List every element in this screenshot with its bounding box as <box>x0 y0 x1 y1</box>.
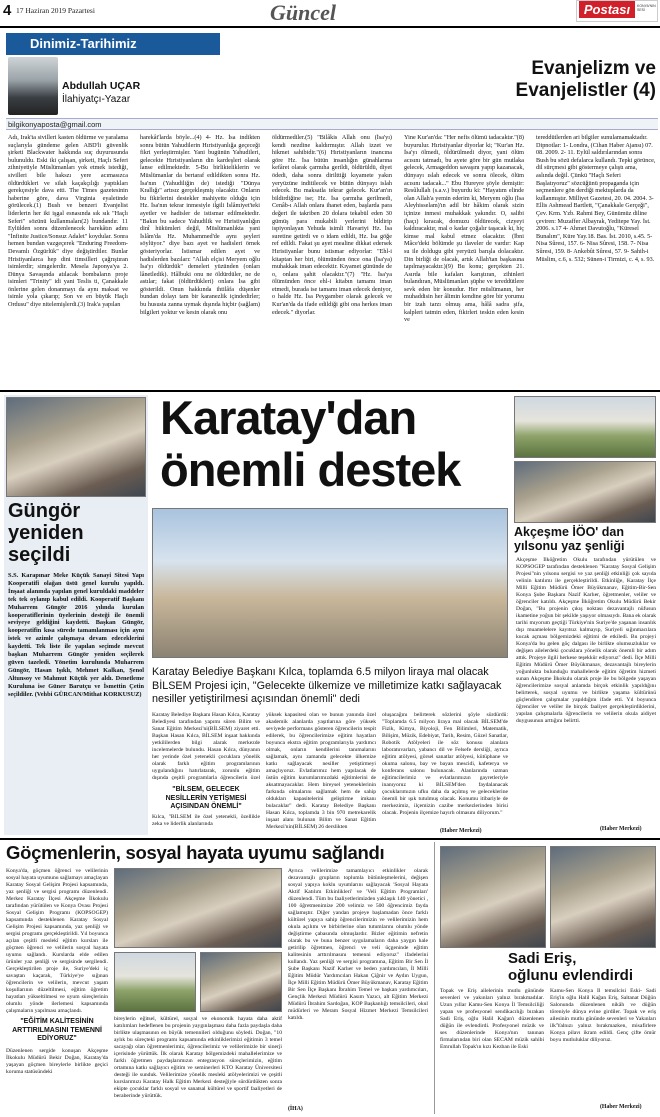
gocmen-text-1b: Düzenlenen sergide konuşan Akçeşme İlkokulu Müdürü Bekir Doğan, Karatay'da yaşayan göçmen bireylerle birlikte geçici koruma statüsündeki <box>6 1048 108 1075</box>
karatay-text-1b: Kılca, "BİLSEM ile özel yetenekli, özellikle zeka ve liderlik alanlarında <box>152 814 260 827</box>
akcesme-text: Akçeşme İlköğretim Okulu tarafından yürütülen ve KOPSOGEP tarafından desteklenen "Karatay Sosyal Gelişim Projesi"nin yılsonu sergisi ve yaz şenliği etkinliği çok sayıda velinin katılımı ile gerçekleştirildi. Etkinliğe, Karatay İlçe Milli Eğitim Müdürü Ömer Büyükmanav, Eğitim-Bir-Sen Konya Şube Başkanı Nazif Karlıer, öğretmenler, veliler ve öğrenciler katıldı. Akçeşme İlköğretim Okulu Müdürü Bekir Doğan, "Bu projenin çıkış noktası dezavantajlı nüfusun ikametine yoğun bir şekilde yaşıyor olmasıydı. Bana ek olarak tarihi mıyorum geçtiği Türkiye'nin Suriye'de yaşanan insanlık dışı muamelelere kayıtsız kalmayıp, Suriyeli sığınmacılara kucak açması bölgemizdeki eğitimi de etkiledi. Bu projeyi Konya'da bu gelen göç dalgası ile birlikte olumsuzluklar ve değişen ailelerdeki çocuklara yönelik olarak önemli bir adım attık. Projeye ilgili herkese teşekkür ediyoruz" dedi. İlçe Milli Eğitim Müdürü Ömer Büyükmanav, dezavantajlı bireylerin yoğunlukta bulunduğu mahallelerde eğitim öğretim hizmeti sunan Akçeşme İlkokulu olarak proje ile bu bölgede yaşayan öğrencilerimize sosyal anlamda birçok etkinlik yapıldığını belirterek, sosyal uyumu ve birlikte yaşama kültürünü güçlendiren çalışmalar yapıldığını ifade etti. Yıl boyunca öğrenciler ve veliler ile birçok faaliyet gerçekleştirdiklerini, yapılan çalışmalarla öğrencilerin ve velilerin okula aidiyet duygusunun arttığını belirtti. <box>516 557 656 724</box>
gocmen-text-2: bireylerin eğitsel, kültürel, sosyal ve ekonomik hayata daha aktif katılımları hedeflenen bu projenin yaygınlaşması daha fazla paydaşla daha birlikte ulaşmasının en büyük temennileri olduğunu söyledi. Doğan, "10 aylık bu süreçteki programı kapsamında etkinliklerimizi eğitimin 3 temel sacayağı olan öğretmenlerimiz, öğrencilerimiz ve velilerimizle bir sinerji içerisinde yürüttük. İlk olarak Karatay bölgemizdeki mahallelerimize ve farklı öğretmen paydaşlarımızın entegrasyon süreçlerimizin, eğitim ortamına katkı sağlayıcı eğitim ve seminerleri KTO Karatay Üniversitesi desteği ile sunduk. Velilerimize yönelik mesleki atölyelerimizi ve çeşitli kurslarımızı Karatay Halk Eğitim Merkezi desteğiyle sürdürdükten sonra ekipte çocuklar farklı sosyal ve sanatsal kültürel ve sportif faaliyetleri de beraberinde yürüttük. <box>114 1016 282 1099</box>
column-title-line1: Evanjelizm ve <box>531 58 656 79</box>
wedding-photo-2 <box>550 846 656 948</box>
column-text-5: tereddütlerden ari bilgiler sunulamamaktadır. Dipnotlar: 1- Londra, (Cihan Haber Ajansı) 07. 08. 2009. 2- 11. Eylül saldırılarından sonra Bush bu sözü defalarca kullandı. Tepki görünce, dil sürçmesi gibi göstermeye çalıştı ama, aslında değil. Çünkü "Haçlı Seferi Başlatıyoruz" sözcüğünü propaganda için seçmenlere gön derdiği mektuplarda da kullanmıştır. Milliyet Gazetesi, 20. 04. 2004. 3- Ellis Ashmead Bartlett, "Çanakkale Gerçeği", Çev. Krm. Yzb. Rahmi Bey, Günümüz diline çeviren: Muzaffer Albayrak, Yeditepe Yay. İst. 2006. s.17 4- Ahmet Davutoğlu, "Küresel Bunalım", Küre Yay.18. Bas. İst. 2010, s.45. 5- Nisa Sûresi, 157. 6- Nisa Sûresi, 158. 7- Nisa Sûresi, 159. 8- Ankebût Sûresi, 57. 9- Sahih-i Müslim, c.6, s. 532; Sünen-i Tirmizi, c. 4, s. 93. <box>536 134 656 263</box>
issue-date: 17 Haziran 2019 Pazartesi <box>16 6 95 15</box>
gungor-title-line2: yeniden <box>8 522 84 544</box>
akcesme-source: (Haber Merkezi) <box>600 826 642 832</box>
gocmen-photo-3 <box>200 952 282 1012</box>
gungor-photo <box>6 397 146 497</box>
gocmen-text-1: Konya'da, göçmen öğrenci ve velilerinin sosyal hayata uyumunu sağlamayı amaçlayan Karatay Sosyal Gelişim Projesi kapsamında, yaz şenliği ve sergisi programı düzenlendi. Merkez Karatay İlçesi Akçeşme İlkokulu tarafından yürütülen ve Konya Ovası Projesi Sosyal Gelişim Programı (KOPSOGEP) kapsamında desteklenen Karatay Sosyal Gelişim Projesi kapsamında, yaz şenliği ve sergisi programı gerçekleştirildi. Yıl boyunca açılan çeşitli meslekî eğitim kursları ile göçmen öğrenci ve velilerin sosyal hayata uyumu sağlandı. Kurslarda elde edilen ürünler yaz şenliği ve sergisinde sergilendi. Gerçekleştirilen proje ile, Suriye'deki iç savaştan kaçarak, Türkiye'ye sığınan öğrencilerin ve velilerin, mevcut yaşam koşullarının düzeltilmesi, eğitim öğretim hayatları yükseltilmesi ve uyum süreçlerinin olumlu yönde ilerlemesi kapsamında çalışmaların yapılması amaçlandı. <box>6 868 108 1014</box>
column-title-line2: Evanjelistler (4) <box>515 80 656 101</box>
masthead-text: Postası <box>579 1 635 18</box>
header-rule <box>0 26 660 28</box>
akcesme-title-line1: Akçeşme İÖO' dan <box>514 525 624 539</box>
masthead-tagline: KONYA'NIN SESİ <box>637 4 656 12</box>
masthead-logo <box>576 0 658 22</box>
akcesme-title-line2: yılsonu yaz şenliği <box>514 539 625 553</box>
gungor-title-line3: seçildi <box>8 544 71 566</box>
gocmen-source: (İHA) <box>288 1106 303 1112</box>
karatay-text-1: Karatay Belediye Başkanı Hasan Kılca, Karatay Belediyesi tarafından yapımı süren Bilim ve Sanat Eğitim Merkezi'ni(BİLSEM) ziyaret etti. Başkan Hasan Kılca, BİLSEM inşaat hakkında yetkililerden bilgi alarak merkezde incelemelerde bulundu. Hasan Kılca, dünyanın her yerinde özel yetenekli çocuklara yönelik olarak farklı eğitim programlarının uygulandığını hatırlatarak, zorunlu eğitim dışında çeşitli programlarla öğrencilerin özel <box>152 712 260 781</box>
karatay-deck: Karatay Belediye Başkanı Kılca, toplamda 6.5 milyon liraya mal olacak BİLSEM Projesi için, "Gelecekte ülkemize ve milletimize katkı sağlayacak nesiller yetiştirilmesi açısından önemli" dedi <box>152 666 502 705</box>
sadi-headline <box>508 950 658 984</box>
column-text-4: Yine Kur'an'da: "Her nefis ölümü tadacaktır."(8) buyurulur. Hıristiyanlar diyorlar ki; "Kur'an Hz. İsa'yı ölmedi, öldürülmedi diyor, yani ölüm acısını tatmadı, bu ayete göre bir gün mutlaka gelecek, Armageddon savaşını yapıp kazanacak, dünyayı ıslah edecek ve sonra ölecek, ölüm acısını tadacak..." Ebu Hureyre şöyle demiştir: Resûlullah (s.a.v.) buyurdu ki: "Hayatım elinde olan Allah'a yemin ederim ki, Meryem oğlu (İsa Aleyhisselam)'ın adil bir hâkim olarak sizin içinize inmesi muhakkak yakındır. O, salibi (haçı) kıracak, domuzu öldürecek, cizyeyi kaldıracaktır, mal o kadar çoğalır taşacak ki, hiç kimse mal kabul etmez olacaktır. (İbni Mâce'deki bölümde şu ilaveler de vardır: Kap su ile doldugu gibi yeryüzü barışla dolacaktır. Din birliği de olacak, artık Allah'tan başkasına tapılmayacaktır.)(9) Bu konu; gerçekten 21. Asırda bile kafaları karıştıran, zihinleri bulandıran, Müslümanları şüphe ve tereddütlere sevk eden bir konudur. Her müslümanın, her muhaddisin her âlimin kendine göre bir yorumu bir izah tarzı olmuş ama, hâlâ sadra şifa, kalpleri tatmin eden, fikirleri teskin eden kesin ve <box>404 134 524 324</box>
karatay-text-3: oluşacağını belirterek sözlerini şöyle sürdürdü: "Toplamda 6.5 milyon liraya mal olacak BİLSEM'de Fizik, Kimya, Biyoloji, Fen Bilimleri, Matematik, Bilişim, Müzik, Edebiyat, Tarih, Resim, Güzel Sanatlar, Robotik Atölyeleri ile söz konusu alanlara laboratuvarları, yabancı dil ve Felsefe dersliği, ayrıca eğitim atölyesi, görsel sanatlar atölyesi, kütüphane ve okuma salonu, bay ve bayan mescidi, kafeterya ve konferans salonu bulunacak. Alanlarında uzman eğitimcilerimiz ve evlatlarımızın gayretleriyle inanıyoruz ki BİLSEM'den faydalanacak çocuklarımızın ufku daha da açılmış ve geleceklerine önemli bir ışık tutulmuş olacak. Konumu itibariyle de merkezimiz, ilçemizin cazibe merkezlerinden birisi olacak. Projenin ilçemize hayırlı olmasını diliyorum." <box>382 712 508 816</box>
column-text-2: harekât'larda böyle...(4) 4- Hz. İsa indikten sonra bütün Yahudilerin Hıristiyanlığa geçeceği fikri yerleştirmişler. Yani bugünün Yahudileri, gelecekte Hıristiyanların din kardeşleri olarak lanse edilmektedir. 5-Bu birlikteliklerin ve Müslümanlar da bertaraf edildikten sonra Hz. İsa'nın (Yahudiliğin de) istediği "Dünya Krallığı" artısız gerçekleşmiş olacaktır. Onların bu fikirlerini destekler mahiyette olduğu için Hz. İsa'nın tekrar inmesiyle ilgili İslâmiyet'teki ayetler ve hadisler de istismar edilmektedir. "Bakın bu sadece Yahudilik ve Hıristiyanlığın dinî hükümleri değil, Müslümanlıkta yani İslâm'da Hz. Muhammed'de aynı şeyleri söylüyor." diye bazı ayet ve hadisleri örnek gösteriyorlar. İstismar edilen ayet ve hadislerden bazıları: "Allah elçisi Meryem oğlu İsa'yı öldürdük" demeleri yüzünden (onları lânetledik). Hâlbuki onu ne öldürdüler, ne de astılar; fakat (öldürdükleri) onlara İsa gibi gösterildi. Onun hakkında ihtilâfa düşenler bundan dolayı tam bir karanezlik içindedirler; bu hususta zanna uymak dışında hiçbir (sağlam) bilgileri yoktur ve kesin olarak onu <box>140 134 260 316</box>
author-email: bilgikonyaposta@gmail.com <box>8 120 102 129</box>
gocmen-subhead: "EĞİTİM KALİTESİNİN ARTTIRILMASINI TEMENNİ EDİYORUZ" <box>12 1018 102 1042</box>
akcesme-title <box>514 525 658 553</box>
column-banner: Dinimiz-Tarihimiz <box>6 33 220 55</box>
sadi-text-1: Topak ve Eriş ailelerinin mutlu gününde sevenleri ve yakınları yalnız bırakmadılar. Uzun yıllar Kamu-Sen Konya İl Temsilciliği yapan ve profesyonel sendikacılığı bırakan Sadi Eriş, oğlu Halil Kağan'ı düzenlenen düğün ile evlendirdi. Profesyonel müzik ve ses düzenlerinde Konya'nın tanınan firmalarından biri olan SECAM müzik sahibi Emrullah Topak'ın kızı Kezban ile Eski <box>440 988 544 1050</box>
bottom-column-divider <box>434 842 435 1114</box>
gocmen-headline: Göçmenlerin, sosyal hayata uyumu sağlandı <box>6 842 385 863</box>
sadi-headline-line2: oğlunu evlendirdi <box>508 967 634 984</box>
karatay-pullquote: "BİLSEM, GELECEK NESİLLERİN YETİŞMESİ AÇISINDAN ÖNEMLİ" <box>165 786 247 810</box>
middle-divider <box>0 838 660 840</box>
sadi-text-2: Kamu-Sen Konya İl temsilcisi Eski- Sadi Eriş'in oğlu Halil Kağan Eriş, Saltanat Düğün Salonunda düzenlenen nikâh ve düğün töreniyle dünya evine girdiler. Topak ve eriş ailesinin mutlu gününde sevenleri ve Yakınları ilk'Yalnızı yalnız bırakmazken, misafirlere Konya pilavı ikram edildi. Genç çifte ömür boyu mutluluklar diliyoruz. <box>550 988 656 1043</box>
karatay-text-2: yüksek kapasitesi olan ve bunun yanında özel akademik alanlarda yaşıtlarına göre yüksek seviyede performans gösteren öğrencilerin tespit edilerek, bu öğrencilerimize eğitim hayatları boyunca ekstra eğitim programlarıyla yardımcı olmak, onların kendilerini tanımalarını sağlamak, aynı zamanda gelecekte ülkemize katkı sağlayacak nesiller yetiştirmeyi amaçlıyoruz. Evlatlarımız hem yapılacak de üstün eğitim kurumlarımızdaki eğitimlerini de aksatmayacaklar. Hem bireysel yeteneklerinin farkında olmalarını sağlamak hem de sahip oldukları kapasitelerini geliştirme imkanı bulacaklar" dedi. Karatay Belediye Başkanı Hasan Kılca, toplamda 3 bin 970 metrekarelik inşaat alanı bulunan Bilim ve Sanat Eğitim Merkezi'nin(BİLSEM) 26 derslikten <box>266 712 376 830</box>
author-name: Abdullah UÇAR <box>62 80 141 92</box>
karatay-headline-line1: Karatay'dan <box>160 391 417 444</box>
sadi-source: (Haber Merkezi) <box>600 1104 642 1110</box>
sadi-headline-line1: Sadi Eriş, <box>508 950 577 967</box>
gungor-text: S.S. Karapınar Meke Küçük Sanayi Sitesi Yapı Kooperatifi olağan üstü genel kurulu yapıldı. İnşaat alanında yapılan genel kuruldaki maddeler tek tek oylanıp kabul edildi. Kooperatif Başkanı Muharrem Güngör 2016 yılında kurulan kooperatiflerinin üyelerinin desteği ile önemli seviyeye geldiğini kaydetti. Başkan Güngör, kooperatifin kısa sürede tamamlanması için aynı istek ve azimle çalışmaya devam edeceklerini kaydetti. Tek liste ile yapılan seçimde mevcut başkan Muharrem Güngör yeniden seçilerek güven tazeledi. Yönetim kurulunda Muharrem Güngör, Hasan Işıklı, Mehmet Kalkan, Şenol Altunsoy ve Mahmut Küçük yer aldı. Denetleme Kuruluna ise Güner Barutçu ve İsmettin Çetin seçildiler. (Vehbi GÜRCAN/Mithat KORKUSUZ) <box>8 572 144 698</box>
gungor-title <box>8 500 146 566</box>
column-text-3: öldürmediler.(5) "Bilâkis Allah onu (İsa'yı) kendi nezdine kaldırmıştır. Allah izzet ve hikmet sahibidir."(6) Hıristiyanların inancına göre Hz. İsa bütün insanlığın günahlarına kefâret olarak çarmıha gerildi, öldürüldü, diyet ödedi, daha sonra dirilttiği kıyamete yakın yeryüzüne inditilecek ve bütün dünyayı islah edecek. Bu maksatla tekrar gelecek. Kur'an'ın bildirdiğine ise; Hz. İsa çarmıha gerilmedi, Cenâb-ı Allah onlara ihanet eden, başlarda para değeri ile takriben 20 dolara tekabül eden 30 gümüş para mukabili yerlerini bildirip ispiyonlayan Yehuda isimli Havariyi Hz. İsa suretine getirdi ve o idam edildi, Hz. İsa göğe ref edildi. Fakat şu ayet mealine dikkat edersek Hıristiyanlar bunu istismar ediyorlar: "Ehl-i kitaptan her biri, ölümünden önce ona (İsa'ya) muhakkak iman edecektir. Kıyamet gününde de o, onlara şahit olacaktır."(7) "Hz. İsa'ya ölümünden önce ehl-i kitabın tamamı iman etmedi, burada ise tamamı iman edecek deniyor, o halde Hz. İsa Peygamber olarak gelecek ve Kur'an'da da ifade edildiği gibi ona herkes iman edecek." diyorlar. <box>272 134 392 316</box>
email-bar <box>6 118 658 130</box>
column-title <box>430 58 656 102</box>
author-photo <box>8 57 58 115</box>
bilsem-photo <box>152 508 508 658</box>
akcesme-photo-1 <box>514 396 656 458</box>
gocmen-photo-2 <box>114 952 196 1012</box>
wedding-photo-1 <box>440 846 546 948</box>
akcesme-photo-2 <box>514 461 656 523</box>
gungor-title-line1: Güngör <box>8 500 81 522</box>
karatay-headline-line2: önemli destek <box>160 443 461 496</box>
column-text-1: Adı, Irak'ta sivilleri kasten öldürme ve yaralama suçlarıyla gündeme gelen ABD'li güvenlik şirketi Blackwater hakkında suç duyurusunda bulunuldu. Eski iki çalışan, şirketi, Haçlı Seferi zihniyetiyle Müslümanları yok etmek istediği, sivilleri bile hakszı yere acımasızca öldürdükleri ve silah kaçakçılığı yaptıkları gerekçesiyle dava etti. The Times gazetesinin haberine göre, dava Virginia eyaletinde görülecek.(1) Bush ve benzeri Evanjelist liderlerin her iki işgal esnasında sık sık "Haçlı Seferi" sözünü kullanmaları(2) bundandır. 11 Eylülden sonra düzenlenecek harekâtın adını "İnfinite Justice/Sonsuz Adalet" koydular. Sonra hemen bundan vazgeçerek "Enduring Freedom-Devamlı Özgürlük" diye değiştirdiler. Bunlar Hristiyanlarca hep dini timsilleri çağrıştıran isimlerdir; simgelerdir. Mesela Japonya'ya 2. Dünya Savaşında atılacak bombaların proje isimleri "Trinity" idi yani Teslis ti, Çanakkale önlerine gelen donanmayı da aynı maksat ve isimle yola çıkarıp; Son ve en büyük Haçlı Ordusu" diye nitelemişlerdi.(3) Irak'a yapılan <box>8 134 128 309</box>
karatay-source: (Haber Merkezi) <box>440 828 482 834</box>
page-number: 4 <box>3 2 12 19</box>
author-title: İlahiyatçı-Yazar <box>62 94 131 105</box>
karatay-headline <box>160 392 504 496</box>
section-title: Güncel <box>270 0 336 25</box>
gocmen-text-3: Ayrıca velilerimize tamamlayıcı etkinlikler olarak dezavantajlı grupların toplumla bütünleşmelerini, değişen sosyal yapıya koklu uyumlarını sağlayacak 'Sosyal Hayata Aktif Katılım Etkinlikleri' ve 'Veli Eğitim Programları' düzenlendi. Tüm bu faaliyetlerimizden yaklaşık 140 yönetici , 100 öğretmenimize 200 velimiz ve 500 öğrencimiz fayda sağlamıştır. Diğer yandan projeye başlamadan önce farklı kültürel yapıya sahip öğrencilerimizin ve velilerimizin hem okula açılımı ve birbirlerine olan tutumlarını olumlu yönde değiştirme çabasında olmuşlardır. Bizler eğitimin nefretin olarak bu ve buna benzer uygulamaların daha yaygın hale getirilip öğretmen, öğrenci ve veli üçgeninde eğitim kalitesinin arttırılmasını temenni ediyoruz" ifadelerini kullandı. Yaz şenliği ve sergisi programına, Eğitim Bir Sen İl Şube Başkanı Nazif Karlıer ve beden yardımcıları, İl Milli Eğitim Müdür Yardımcıları Hakan Çiğnir ve Aydın Uygun, İlçe Milli Eğitim Müdürü Ömer Büyükmanav, Karatay Eğitim Bir Sen İlçe Başkanı İbrahim Temel ve başkan yardımcıları, Gençlik Merkezi Müdürü Kasım Yazıcı, alt Eğitim Merkezi Müdürü İbrahim Sardoğan, KOP Başkanlığı temsilcileri, okul müdürleri ve Meram Sosyal Hizmet Merkezi Temsilcileri katıldı. <box>288 868 428 1021</box>
gocmen-photo-1 <box>114 868 282 948</box>
